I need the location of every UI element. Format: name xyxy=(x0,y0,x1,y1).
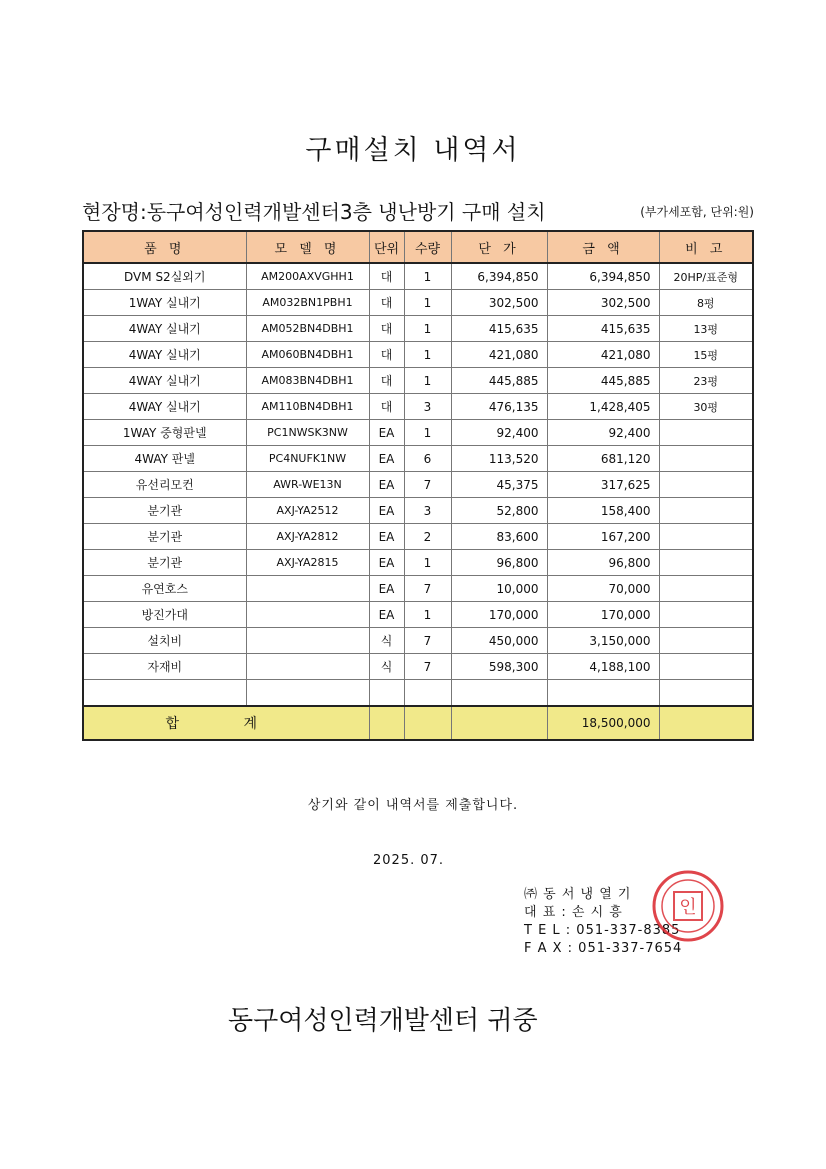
cell-price: 421,080 xyxy=(451,342,547,368)
cell-amount: 302,500 xyxy=(547,290,659,316)
header-price: 단 가 xyxy=(451,231,547,263)
table-row xyxy=(83,290,753,316)
cell-model: AM083BN4DBH1 xyxy=(246,368,369,394)
cell-price: 96,800 xyxy=(451,550,547,576)
table-row xyxy=(83,446,753,472)
cell-model: AWR-WE13N xyxy=(246,472,369,498)
cell-note xyxy=(659,550,753,576)
cell-unit: EA xyxy=(369,472,404,498)
site-line xyxy=(82,196,754,226)
cell-unit: EA xyxy=(369,602,404,628)
cell-amount: 1,428,405 xyxy=(547,394,659,420)
table-row xyxy=(83,628,753,654)
header-qty: 수량 xyxy=(404,231,451,263)
cell-note xyxy=(659,498,753,524)
cell-note: 23평 xyxy=(659,368,753,394)
cell-amount: 158,400 xyxy=(547,498,659,524)
table-row xyxy=(83,394,753,420)
table-row xyxy=(83,602,753,628)
total-row xyxy=(83,706,753,740)
cell-qty: 6 xyxy=(404,446,451,472)
cell-note xyxy=(659,524,753,550)
cell-item: 4WAY 실내기 xyxy=(83,316,246,342)
cell-qty: 7 xyxy=(404,654,451,680)
recipient: 동구여성인력개발센터 귀중 xyxy=(228,1006,538,1036)
cell-model xyxy=(246,654,369,680)
document-date: 2025. 07. xyxy=(373,853,445,868)
cell-item: 4WAY 판넬 xyxy=(83,446,246,472)
cell-item: 유연호스 xyxy=(83,576,246,602)
cell-qty: 1 xyxy=(404,368,451,394)
cell-item: 분기관 xyxy=(83,524,246,550)
cell-note xyxy=(659,420,753,446)
cell-model xyxy=(246,628,369,654)
cell-unit: EA xyxy=(369,524,404,550)
company-representative: 대 표 : 손 시 흥 xyxy=(524,905,623,920)
table-row xyxy=(83,524,753,550)
cell-item: DVM S2실외기 xyxy=(83,263,246,290)
cell-qty xyxy=(404,680,451,707)
cell-model xyxy=(246,680,369,707)
cell-price: 52,800 xyxy=(451,498,547,524)
cell-model: AM200AXVGHH1 xyxy=(246,263,369,290)
cell-unit: 대 xyxy=(369,342,404,368)
total-unit-cell xyxy=(369,706,404,740)
total-label: 합 계 xyxy=(83,706,369,740)
cell-qty: 1 xyxy=(404,263,451,290)
cell-item: 분기관 xyxy=(83,550,246,576)
cell-model: AXJ-YA2512 xyxy=(246,498,369,524)
cell-price: 476,135 xyxy=(451,394,547,420)
cell-qty: 1 xyxy=(404,290,451,316)
cell-price: 6,394,850 xyxy=(451,263,547,290)
cell-item: 유선리모컨 xyxy=(83,472,246,498)
cell-model xyxy=(246,602,369,628)
header-amount: 금 액 xyxy=(547,231,659,263)
cell-note xyxy=(659,654,753,680)
cell-note: 30평 xyxy=(659,394,753,420)
cell-item: 방진가대 xyxy=(83,602,246,628)
cell-qty: 7 xyxy=(404,628,451,654)
cell-unit: 대 xyxy=(369,290,404,316)
cell-note: 13평 xyxy=(659,316,753,342)
table-row xyxy=(83,654,753,680)
cell-price: 302,500 xyxy=(451,290,547,316)
cell-qty: 1 xyxy=(404,550,451,576)
cell-price: 113,520 xyxy=(451,446,547,472)
cell-note xyxy=(659,472,753,498)
cell-unit: 대 xyxy=(369,394,404,420)
cell-item: 자재비 xyxy=(83,654,246,680)
header-item: 품 명 xyxy=(83,231,246,263)
items-table xyxy=(82,230,754,741)
table-row xyxy=(83,472,753,498)
table-header-row xyxy=(83,231,753,263)
cell-amount: 681,120 xyxy=(547,446,659,472)
cell-amount: 170,000 xyxy=(547,602,659,628)
cell-qty: 1 xyxy=(404,420,451,446)
cell-unit: 식 xyxy=(369,628,404,654)
total-qty-cell xyxy=(404,706,451,740)
cell-unit: EA xyxy=(369,576,404,602)
cell-qty: 3 xyxy=(404,394,451,420)
vat-note: (부가세포함, 단위:원) xyxy=(640,205,754,219)
cell-unit: EA xyxy=(369,498,404,524)
cell-qty: 3 xyxy=(404,498,451,524)
cell-model: AXJ-YA2815 xyxy=(246,550,369,576)
cell-note xyxy=(659,446,753,472)
cell-unit: 대 xyxy=(369,263,404,290)
cell-unit: 대 xyxy=(369,368,404,394)
cell-unit: 대 xyxy=(369,316,404,342)
cell-item: 4WAY 실내기 xyxy=(83,368,246,394)
cell-qty: 7 xyxy=(404,472,451,498)
company-name: ㈜ 동 서 냉 열 기 xyxy=(524,887,632,902)
header-unit: 단위 xyxy=(369,231,404,263)
table-row xyxy=(83,368,753,394)
cell-unit: EA xyxy=(369,420,404,446)
cell-unit: EA xyxy=(369,446,404,472)
cell-qty: 2 xyxy=(404,524,451,550)
cell-model: AM052BN4DBH1 xyxy=(246,316,369,342)
cell-amount: 3,150,000 xyxy=(547,628,659,654)
total-note-cell xyxy=(659,706,753,740)
cell-note xyxy=(659,680,753,707)
cell-price: 170,000 xyxy=(451,602,547,628)
cell-price: 445,885 xyxy=(451,368,547,394)
cell-note xyxy=(659,576,753,602)
cell-qty: 7 xyxy=(404,576,451,602)
table-body xyxy=(83,263,753,706)
cell-note: 20HP/표준형 xyxy=(659,263,753,290)
cell-model: AM110BN4DBH1 xyxy=(246,394,369,420)
cell-price: 92,400 xyxy=(451,420,547,446)
header-model: 모 델 명 xyxy=(246,231,369,263)
cell-unit: 식 xyxy=(369,654,404,680)
cell-item: 4WAY 실내기 xyxy=(83,342,246,368)
cell-item: 설치비 xyxy=(83,628,246,654)
table-row xyxy=(83,550,753,576)
table-row xyxy=(83,576,753,602)
cell-amount: 96,800 xyxy=(547,550,659,576)
cell-price: 45,375 xyxy=(451,472,547,498)
cell-note: 15평 xyxy=(659,342,753,368)
cell-item xyxy=(83,680,246,707)
cell-note xyxy=(659,628,753,654)
cell-model: PC4NUFK1NW xyxy=(246,446,369,472)
submission-text: 상기와 같이 내역서를 제출합니다. xyxy=(307,798,519,813)
cell-item: 4WAY 실내기 xyxy=(83,394,246,420)
total-amount: 18,500,000 xyxy=(547,706,659,740)
table-row xyxy=(83,498,753,524)
total-price-cell xyxy=(451,706,547,740)
cell-item: 1WAY 실내기 xyxy=(83,290,246,316)
cell-price: 10,000 xyxy=(451,576,547,602)
cell-model: AXJ-YA2812 xyxy=(246,524,369,550)
cell-amount: 4,188,100 xyxy=(547,654,659,680)
cell-note xyxy=(659,602,753,628)
seal-text: 인 xyxy=(679,897,697,918)
cell-amount: 445,885 xyxy=(547,368,659,394)
header-note: 비 고 xyxy=(659,231,753,263)
cell-amount: 70,000 xyxy=(547,576,659,602)
cell-unit: EA xyxy=(369,550,404,576)
cell-qty: 1 xyxy=(404,342,451,368)
cell-price: 450,000 xyxy=(451,628,547,654)
cell-qty: 1 xyxy=(404,602,451,628)
table-row xyxy=(83,680,753,707)
cell-amount: 167,200 xyxy=(547,524,659,550)
table-row xyxy=(83,263,753,290)
cell-note: 8평 xyxy=(659,290,753,316)
company-fax: F A X : 051-337-7654 xyxy=(524,941,683,956)
cell-model: AM032BN1PBH1 xyxy=(246,290,369,316)
cell-qty: 1 xyxy=(404,316,451,342)
table-row xyxy=(83,420,753,446)
cell-amount: 421,080 xyxy=(547,342,659,368)
cell-item: 분기관 xyxy=(83,498,246,524)
table-row xyxy=(83,342,753,368)
cell-model xyxy=(246,576,369,602)
cell-price: 598,300 xyxy=(451,654,547,680)
document-title: 구매설치 내역서 xyxy=(305,135,521,166)
cell-price: 415,635 xyxy=(451,316,547,342)
cell-amount xyxy=(547,680,659,707)
cell-amount: 317,625 xyxy=(547,472,659,498)
cell-amount: 92,400 xyxy=(547,420,659,446)
cell-price: 83,600 xyxy=(451,524,547,550)
site-name: 현장명:동구여성인력개발센터3층 냉난방기 구매 설치 xyxy=(82,200,546,224)
cell-item: 1WAY 중형판넬 xyxy=(83,420,246,446)
cell-model: AM060BN4DBH1 xyxy=(246,342,369,368)
cell-unit xyxy=(369,680,404,707)
cell-price xyxy=(451,680,547,707)
cell-amount: 415,635 xyxy=(547,316,659,342)
company-seal-stamp xyxy=(650,868,726,944)
company-tel: T E L : 051-337-8385 xyxy=(524,923,681,938)
table-row xyxy=(83,316,753,342)
cell-model: PC1NWSK3NW xyxy=(246,420,369,446)
cell-amount: 6,394,850 xyxy=(547,263,659,290)
